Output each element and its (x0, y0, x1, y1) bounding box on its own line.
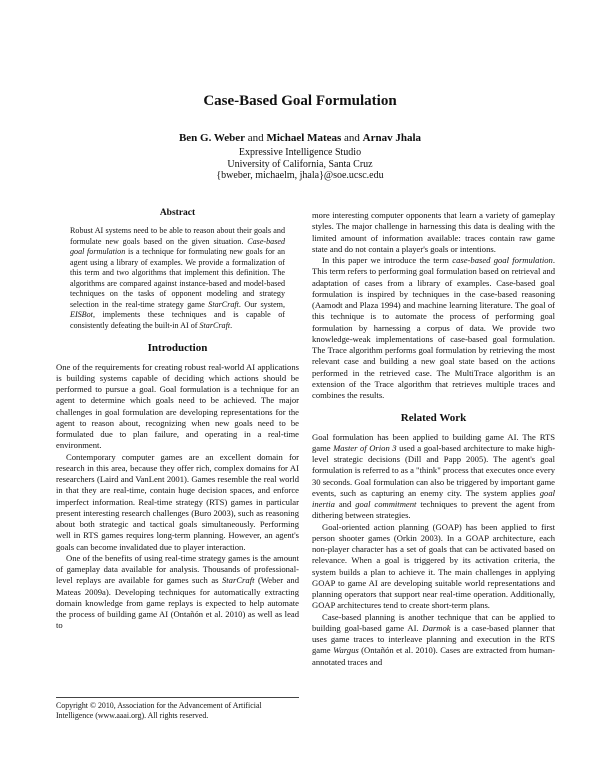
related-emphasis: Darmok (422, 622, 451, 633)
affiliation-email: {bweber, michaelm, jhala}@soe.ucsc.edu (216, 170, 384, 181)
abstract-text: , implements these techniques and is capable of consistently defeating the built-in AI of (70, 310, 285, 330)
related-emphasis: Master of Orion 3 (333, 442, 397, 453)
left-column (56, 208, 299, 632)
author-2: Michael Mateas (266, 132, 342, 144)
abstract-emphasis: StarCraft (199, 320, 231, 330)
intro-paragraph-1: One of the requirements for creating robust real-world AI applications is building systems capable of deciding which actions should be performed to pursue a goal. Goal formulation is a technique for an agent to determine which goals need to be achieved. The major challenges in goal formulation are developing representations for the agent to reason about, recognizing when new goals need to be formulated due to plan failure, and operating in a real-time environment. (56, 361, 299, 451)
intro-emphasis: case-based goal formulation (452, 255, 553, 265)
abstract-text: is a technique for formulating new goals for an agent using a library of examples. We provide a formalization of this term and two algorithms that implement this definition. The algorithms are compared against instance-based and model-based techniques on the tasks of opponent modeling and strategy selection in the real-time strategy game (70, 247, 285, 309)
right-column (312, 210, 555, 668)
abstract-heading: Abstract (159, 208, 196, 218)
related-work-heading: Related Work (400, 412, 467, 425)
intro-paragraph-4 (312, 255, 555, 401)
related-paragraph-1 (312, 432, 555, 522)
related-emphasis: goal commitment (355, 499, 417, 509)
related-paragraph-3 (312, 612, 555, 668)
intro-paragraph-2: Contemporary computer games are an excellent domain for research in this area, because they offer rich, complex domains for AI researchers (Laird and VanLent 2001). Games resemble the real world in that they are real-time, contain huge decision spaces, and enforce imperfect information. Real-time strategy (RTS) games in particular present interesting research challenges (Buro 2003), such as reasoning about both strategic and tactical goals simultaneously. Performing well in RTS games requires long-term planning. However, an agent's goals can become invalidated due to player interaction. (56, 451, 299, 552)
related-emphasis: goal inertia (312, 487, 555, 509)
abstract-text: . (230, 320, 233, 330)
affiliation-studio: Expressive Intelligence Studio (238, 147, 362, 158)
related-text: (Ontañón et al. 2010). Cases are extracted from human-annotated traces and (312, 645, 556, 667)
author-3: Arnav Jhala (362, 132, 422, 144)
abstract-emphasis: Case-based goal formulation (70, 236, 285, 257)
related-emphasis: Wargus (333, 645, 359, 656)
abstract-text: Robust AI systems need to be able to reason about their goals and formulate new goals based on the given situation. (70, 226, 285, 246)
intro-continuation: more interesting computer opponents that learn a variety of gameplay styles. The major challenge in harnessing this data is dealing with the limited amount of information available: traces contain raw game state and do not contain a player's goals or intentions. (312, 210, 555, 254)
related-text: and (334, 499, 356, 509)
related-paragraph-2: Goal-oriented action planning (GOAP) has been applied to first person shooter games (Orkin 2003). In a GOAP architecture, each non-player character has a set of goals that can be activated based on relevance. When a goal is triggered by its activation criteria, the system builds a plan to achieve it. The main challenges in applying GOAP to game AI are developing suitable world representations and planning operators that support near real-time operation. Additionally, GOAP architectures tend to create short-term plans. (312, 521, 555, 611)
related-text: Goal formulation has been applied to building game AI. The RTS game (312, 431, 555, 453)
abstract-text: . Our system, (238, 299, 285, 309)
related-text: techniques to prevent the agent from dithering between strategies. (312, 499, 555, 521)
author-line (0, 132, 600, 144)
author-separator: and (344, 132, 360, 144)
intro-emphasis: StarCraft (222, 575, 255, 586)
intro-text: In this paper we introduce the term (322, 255, 453, 265)
introduction-heading: Introduction (147, 342, 208, 355)
intro-text: . This term refers to performing goal formulation based on retrieval and adaptation of cases from a library of examples. Case-based goal formulation is inspired by techniques in the case-based reasoning (Aamodt and Plaza 1994) and machine learning literature. The goal of this technique is to automate the process of performing goal formulation by harnessing a corpus of data. We provide two knowledge-weak implementations of case-based goal formulation. The Trace algorithm performs goal formulation by retrieving the most relevant case and building a new goal state based on the actions performed in the retrieved case. The MultiTrace algorithm is an extension of the Trace algorithm that retrieves multiple traces and combines the results. (312, 255, 556, 400)
related-text: Case-based planning is another technique that can be applied to building goal-based game AI. (312, 611, 555, 633)
author-1: Ben G. Weber (178, 132, 246, 144)
intro-paragraph-3 (56, 553, 299, 632)
intro-text: (Weber and Mateas 2009a). Developing techniques for automatically extracting domain knowledge from game replays is expected to help automate the process of building game AI (Ontañón et al. 2010) as well as lead to (56, 575, 299, 631)
intro-text: One of the benefits of using real-time strategy games is the amount of gameplay data available for analysis. Thousands of professional-level replays are available for games such as (56, 552, 299, 586)
related-text: is a case-based planner that uses game traces to interleave planning and execution in the RTS game (312, 622, 555, 656)
author-separator: and (247, 132, 264, 144)
abstract-emphasis: EISBot (70, 310, 93, 320)
copyright-footnote: Copyright © 2010, Association for the Advancement of Artificial Intelligence (www.aaai.org). All rights reserved. (56, 697, 299, 721)
abstract-emphasis: StarCraft (208, 299, 239, 309)
abstract-body (56, 226, 299, 331)
affiliation-university: University of California, Santa Cruz (227, 158, 373, 170)
related-text: used a goal-based architecture to make high-level strategic decisions (Dill and Papp 2005). The agent's goal formulation is referred to as a "think" process that executes once every 30 seconds. Goal formulation can also be triggered by important game events, such as capturing an enemy city. The system applies (312, 442, 556, 498)
paper-title: Case-Based Goal Formulation (203, 93, 397, 109)
affiliation (0, 147, 600, 182)
